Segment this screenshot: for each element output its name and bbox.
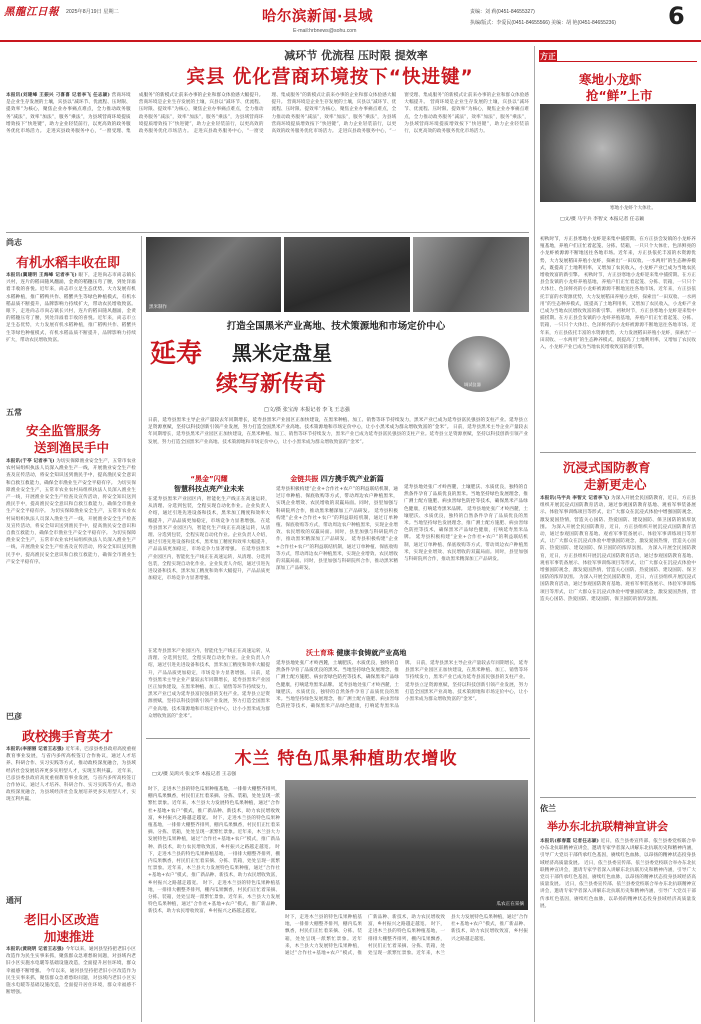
masthead [0,0,701,42]
mulan-text-more-3: 时下，走进木兰县的特色瓜果种植基地，一排排大棚整齐排列，棚内瓜果飘香，村民们正忙着采摘、分拣、装箱，处处呈现一派繁忙景象。近年来，木兰县大力发展特色瓜果种植，通过“合作社+基地+农户”模式，推广新品种、新技术，助力农民增收致富，乡村振兴之路越走越宽。 [148,880,280,915]
yanshou-headline-b: 黑米定盘星 [232,341,332,365]
column-rule-right [534,46,535,1022]
wuchang-text: 为切实保障渔业安全生产，五常市农业农村局组织执法人员深入渔业生产一线，开展渔业安全生产检查及宣传活动，将安全知识送到渔民手中，提高渔民安全意识和自救互救能力，确保全市渔业生产安全平稳有序。 [6,459,136,486]
yanshou-text-2-more-2: 延寿县积极构建“企业+合作社+农户”的利益联结机制，通过订单种植、保底收购等方式，带动周边农户种植黑米，实现企业增效、农民增收的双赢局面。同时，县里加强与科研院所合作，推动黑米精深加工产品研发。 [276,537,398,572]
fangzheng-headline-1: 寒地小龙虾 [579,72,642,87]
yanshou-headline-a: 延寿 [150,339,203,369]
yanshou-intro-more: 日前，延寿县黑米主导企业产量较去年同期增长，延寿县黑米产业园区正加快建设，在黑米种植、加工、销售等环节持续发力，黑米产业已成为延寿县富民强县的支柱产业。延寿县立足资源禀赋，坚持以科技创新引领产业发展，努力打造全国黑米产业高地、技术策源地和市场定价中心，让小小黑米成为群众增收致富的“金米”。 [148,425,528,445]
bayan-body [6,746,136,886]
issue-date: 2025年8月19日 星期二 [66,9,119,15]
defense-text: 为深入开展全民国防教育，近日，方正县组织开展沉浸式国防教育活动，通过参观国防教育基地、观看军事装备展示、体验军事训练项目等形式，让广大群众在沉浸式体验中增强国防观念，激发爱国热情，营造关心国防、热爱国防、建设国防、保卫国防的浓厚氛围。 [540,496,696,530]
yilan-headline: 举办东北抗联精神宣讲会 [547,820,668,833]
yanshou-text-2-more: 延寿县积极构建“企业+合作社+农户”的利益联结机制，通过订单种植、保底收购等方式，带动周边农户种植黑米，实现企业增效、农民增收的双赢局面。同时，县里加强与科研院所合作，推动黑米精深加工产品研发。 [276,508,398,543]
wuchang-text-more-3: 为切实保障渔业安全生产，五常市农业农村局组织执法人员深入渔业生产一线，开展渔业安全生产检查及宣传活动，将安全知识送到渔民手中，提高渔民安全意识和自救互救能力，确保全市渔业生产安全平稳有序。 [6,531,136,565]
tonghe-headline-1: 老旧小区改造 [24,912,100,927]
section-divider-2 [146,738,530,739]
fangzheng-tag-rule [557,61,697,62]
wuchang-headline-1: 安全监管服务 [26,423,102,438]
yanshou-col-3 [404,474,528,644]
yanshou-sub-3b: 健康丰食铸就产业高地 [336,649,407,657]
tonghe-tag: 通河 [6,896,22,905]
yanshou-sub-1: “黑金”闪耀 [190,475,228,483]
mulan-byline: □文/摄 吴鸿兴 张文华 本报记者 王志强 [152,772,237,777]
contact-email: E-mail:hrbnews@sohu.com [293,28,357,34]
wuchang-body [6,458,136,702]
shangzhi-byline: 本报讯(冀建明 王海峰 记者李飞) [6,273,77,278]
page-number: 6 [668,2,685,30]
mulan-text-more-2: 时下，走进木兰县的特色瓜果种植基地，一排排大棚整齐排列，棚内瓜果飘香，村民们正忙着采摘、分拣、装箱，处处呈现一派繁忙景象。近年来，木兰县大力发展特色瓜果种植，通过“合作社+基地+农户”模式，推广新品种、新技术，助力农民增收致富，乡村振兴之路越走越宽。 [148,844,280,886]
bayan-text: 近年来，巴彦县委县政府高度重视教育事业发展，与省内多所高校签订合作协议，通过人才培养、科研合作、实习实践等方式，推动政校深度融合，为县域经济社会发展培养更多实用型人才，实现互利共赢。 [6,747,136,774]
top-story-body [6,92,529,228]
mulan-text: 时下，走进木兰县的特色瓜果种植基地，一排排大棚整齐排列，棚内瓜果飘香，村民们正忙着采摘、分拣、装箱，处处呈现一派繁忙景象。近年来，木兰县大力发展特色瓜果种植，通过“合作社+基地+农户”模式，推广新品种、新技术，助力农民增收致富，乡村振兴之路越走越宽。 [148,787,280,821]
mulan-text-more: 时下，走进木兰县的特色瓜果种植基地，一排排大棚整齐排列，棚内瓜果飘香，村民们正忙着采摘、分拣、装箱，处处呈现一派繁忙景象。近年来，木兰县大力发展特色瓜果种植，通过“合作社+基地+农户”模式，推广新品种、新技术，助力农民增收致富，乡村振兴之路越走越宽。 [148,815,280,850]
yanshou-col-4 [276,648,528,734]
yanshou-sub-2 [276,474,398,484]
yanshou-sub-3a: 沃土育珠 [306,649,334,657]
yanshou-photo-inset [448,336,510,392]
yanshou-headline-c: 续写新传奇 [216,372,327,397]
fangzheng-tag: 方正 [540,52,556,61]
mulan-body-1 [148,786,280,1020]
yanshou-lower-left [148,648,270,734]
yanshou-col-1 [148,474,270,644]
bayan-text-more: 近年来，巴彦县委县政府高度重视教育事业发展，与省内多所高校签订合作协议，通过人才培养、科研合作、实习实践等方式，推动政校深度融合，为县域经济社会发展培养更多实用型人才，实现互利共赢。 [6,768,136,803]
yilan-tag: 依兰 [540,804,556,813]
shangzhi-text-more: 眼下，走进尚志市尚志镇长兴村，连片的稻田随风翻涌，金黄的稻穗压弯了腰，到处洋溢着丰收的喜悦。近年来，尚志市立足生态优势，大力发展有机水稻种植，推广稻鸭共作、稻蟹共生等绿色种植模式，有机水稻品质不断提升，品牌影响力持续扩大，带动农民增收致富。 [6,309,136,343]
yanshou-text-1-more: 在延寿县黑米产业园区内，智能化生产线正在高速运转，从清理、分选到包装，全程实现自动化作业。企业负责人介绍，通过引进先进设备和技术，黑米加工精度和效率大幅提升，产品品质更加稳定，市场竞争力显著增强。 [148,518,270,553]
yanshou-text-1: 在延寿县黑米产业园区内，智能化生产线正在高速运转，从清理、分选到包装，全程实现自动化作业。企业负责人介绍，通过引进先进设备和技术，黑米加工精度和效率大幅提升，产品品质更加稳定，市场竞争力显著增强。 [148,497,270,524]
mulan-body-2 [285,914,528,1020]
yanshou-photo-1 [146,237,281,312]
inset-caption: 调试仪器 [464,382,481,387]
top-story-continuation-3: 营商环境是企业生存发展的土壤，宾县以“减环节、优流程、压时限、提效率”为核心，聚焦企业办事痛点难点，全力推动政务服务“减法”，效率“加法”，服务“乘法”，为县域营商环境提质增效按下“快进键”，助力企业轻装前行，以更高效的政务服务优化市场活力。 [271,100,397,135]
yanshou-intro [148,417,528,469]
shangzhi-body [6,272,136,400]
fangzheng-headline-2: 抢“鲜”上市 [586,88,653,103]
fangzheng-text-more: 初秋时节，方正县寒地小龙虾迎来集中捕捞期。在方正县会发镇的小龙虾养殖基地，养殖户们正忙着起笼、分拣、装箱，一只只个大体壮、色泽鲜亮的小龙虾被源源不断地送往各地市场。近年来，方正县依托丰富的水资源优势，大力发展稻田养殖小龙虾，探索出“一田双收、一水两用”的生态种养模式，既提高了土地利用率，又增加了农民收入，小龙虾产业已成为当地农民增收致富的新引擎。 [540,273,696,315]
defense-body [540,495,696,789]
yanshou-lower-left-more: 日前，延寿县黑米主导企业产量较去年同期增长，延寿县黑米产业园区正加快建设，在黑米种植、加工、销售等环节持续发力，黑米产业已成为延寿县富民强县的支柱产业。延寿县立足资源禀赋，坚持以科技创新引领产业发展，努力打造全国黑米产业高地、技术策源地和市场定价中心，让小小黑米成为群众增收致富的“金米”。 [148,670,270,719]
fangzheng-byline: □文/摄 马宇兵 李智文 本报记者 任志颖 [560,217,645,222]
top-story-byline: 本报讯(刘建峰 王振兴 刁喜喜 记者李飞 任志颖) [6,93,110,98]
mulan-headline: 木兰 特色瓜果种植助农增收 [234,749,458,769]
page-title: 哈尔滨新闻·县域 [262,9,374,25]
fangzheng-photo-caption: 寒地小龙虾个大体壮。 [610,206,656,211]
tonghe-headline-2: 加速推进 [44,929,95,944]
yilan-text-more: 近日，依兰县委宣传部、依兰县委党校联合举办东北抗联精神宣讲会，邀请专家学者深入讲解东北抗联历史和精神内涵，引导广大党员干部传承红色基因，赓续红色血脉，以昂扬的精神状态投身县域经济高质量发展。 [540,860,696,888]
yanshou-lower-left-text: 在延寿县黑米产业园区内，智能化生产线正在高速运转，从清理、分选到包装，全程实现自动化作业。企业负责人介绍，通过引进先进设备和技术，黑米加工精度和效率大幅提升，产品品质更加稳定，市场竞争力显著增强。 [148,649,270,676]
tonghe-byline: 本报讯(黄晓明 记者王志强) [6,947,64,952]
yanshou-text-3a-more-2: 延寿县积极构建“企业+合作社+农户”的利益联结机制，通过订单种植、保底收购等方式，带动周边农户种植黑米，实现企业增效、农民增收的双赢局面。同时，县里加强与科研院所合作，推动黑米精深加工产品研发。 [404,535,528,563]
yilan-body [540,838,696,1020]
defense-text-more-2: 为深入开展全民国防教育，近日，方正县组织开展沉浸式国防教育活动，通过参观国防教育基地、观看军事装备展示、体验军事训练项目等形式，让广大群众在沉浸式体验中增强国防观念，激发爱国热情，营造关心国防、热爱国防、建设国防、保卫国防的浓厚氛围。 [540,546,696,581]
yanshou-sub-2b: 四方携手筑产业新篇 [320,475,384,483]
yanshou-text-3a: 延寿县地处张广才岭西麓，土壤肥沃、水质优良，独特的自然条件孕育了品质优良的黑米。当地坚持绿色发展理念，推广测土配方施肥、病虫害绿色防控等技术，确保黑米产品绿色健康，打响延寿黑米品牌。 [404,485,528,512]
top-story-kicker: 减环节 优流程 压时限 提效率 [284,49,428,62]
wuchang-headline-2: 送到渔民手中 [34,440,110,455]
fangzheng-photo [540,104,696,202]
tonghe-body [6,946,136,1020]
top-story-headline: 宾县 优化营商环境按下“快进键” [186,67,474,88]
photo-caption-tag: 黑米制作 [149,305,167,310]
right-divider-1 [540,452,696,453]
bayan-byline: 本报讯(李丽丽 记者王志强) [6,747,64,752]
yanshou-banner-line: 打造全国黑米产业高地、技术策源地和市场定价中心 [226,321,446,332]
top-story-continuation-5: 营商环境是企业生存发展的土壤，宾县以“减环节、优流程、压时限、提效率”为核心，聚焦企业办事痛点难点，全力推动政务服务“减法”，效率“加法”，服务“乘法”，为县域营商环境提质增效按下“快进键”，助力企业轻装前行，以更高效的政务服务优化市场活力。 [404,100,529,135]
mulan-photo [285,780,528,910]
wuchang-text-more-2: 为切实保障渔业安全生产，五常市农业农村局组织执法人员深入渔业生产一线，开展渔业安全生产检查及宣传活动，将安全知识送到渔民手中，提高渔民安全意识和自救互救能力，确保全市渔业生产安全平稳有序。 [6,509,136,537]
yanshou-byline: □文/摄 张宝涛 本报记者 李飞 王志强 [264,407,350,413]
defense-byline: 本报讯(马宇兵 李智文 记者李飞) [540,496,610,501]
yanshou-text-3-more-2: 日前，延寿县黑米主导企业产量较去年同期增长，延寿县黑米产业园区正加快建设，在黑米种植、加工、销售等环节持续发力，黑米产业已成为延寿县富民强县的支柱产业。延寿县立足资源禀赋，坚持以科技创新引领产业发展，努力打造全国黑米产业高地、技术策源地和市场定价中心，让小小黑米成为群众增收致富的“金米”。 [405,661,528,703]
bayan-headline: 政校携手育英才 [22,730,114,745]
yilan-text: 近日，依兰县委宣传部、依兰县委党校联合举办东北抗联精神宣讲会，邀请专家学者深入讲解东北抗联历史和精神内涵，引导广大党员干部传承红色基因，赓续红色血脉，以昂扬的精神状态投身县域经济高质量发展。 [540,839,696,866]
yanshou-sub-1b: 智慧科技点亮产业未来 [174,485,244,493]
top-story-quote: 走进宾县政务服务中心，“一窗受理、集成服务”的新模式让前来办事的企业和群众体验感大幅提升。 [46,93,264,135]
section-divider [6,232,529,233]
yanshou-sub-2a: 金链共振 [290,475,319,483]
top-story-lead: 营商环境是企业生存发展的土壤，宾县以“减环节、优流程、压时限、提效率”为核心，聚焦企业办事痛点难点，全力推动政务服务“减法”，效率“加法”，服务“乘法”，为县域营商环境提质增效按下“快进键”，助力企业轻装前行，以更高效的政务服务优化市场活力。 [6,93,131,135]
shangzhi-text: 眼下，走进尚志市尚志镇长兴村，连片的稻田随风翻涌，金黄的稻穗压弯了腰，到处洋溢着丰收的喜悦。近年来，尚志市立足生态优势，大力发展有机水稻种植，推广稻鸭共作、稻蟹共生等绿色种植模式，有机水稻品质不断提升，品牌影响力持续扩大，带动农民增收致富。 [6,273,136,307]
bayan-tag: 巴彦 [6,712,22,721]
defense-headline-2: 走新更走心 [584,477,647,492]
yanshou-photo-3 [413,237,529,312]
defense-text-more: 为深入开展全民国防教育，近日，方正县组织开展沉浸式国防教育活动，通过参观国防教育基地、观看军事装备展示、体验军事训练项目等形式，让广大群众在沉浸式体验中增强国防观念，激发爱国热情，营造关心国防、热爱国防、建设国防、保卫国防的浓厚氛围。 [540,524,696,552]
fangzheng-text: 初秋时节，方正县寒地小龙虾迎来集中捕捞期。在方正县会发镇的小龙虾养殖基地，养殖户们正忙着起笼、分拣、装箱，一只只个大体壮、色泽鲜亮的小龙虾被源源不断地送往各地市场。近年来，方正县依托丰富的水资源优势，大力发展稻田养殖小龙虾，探索出“一田双收、一水两用”的生态种养模式，既提高了土地利用率，又增加了农民收入，小龙虾产业已成为当地农民增收致富的新引擎。 [540,237,696,279]
yanshou-text-3a-more: 延寿县地处张广才岭西麓，土壤肥沃、水质优良，独特的自然条件孕育了品质优良的黑米。当地坚持绿色发展理念，推广测土配方施肥、病虫害绿色防控等技术，确保黑米产品绿色健康，打响延寿黑米品牌。 [404,506,528,541]
paper-name: 黑龍江日報 [4,6,59,18]
yanshou-text-3-more: 延寿县地处张广才岭西麓，土壤肥沃、水质优良，独特的自然条件孕育了品质优良的黑米。当地坚持绿色发展理念，推广测土配方施肥、病虫害绿色防控等技术，确保黑米产品绿色健康，打响延寿黑米品牌。 [276,661,415,710]
yanshou-photo-2 [284,237,410,312]
mulan-photo-caption: 瓜农正在采摘 [496,902,524,907]
defense-headline-1: 沉浸式国防教育 [563,460,651,475]
yilan-byline: 本报讯(郝春霞 记者任志颖) [540,839,599,844]
top-story-continuation: 营商环境是企业生存发展的土壤，宾县以“减环节、优流程、压时限、提效率”为核心，聚焦企业办事痛点难点，全力推动政务服务“减法”，效率“加法”，服务“乘法”，为县域营商环境提质增效按下“快进键”，助力企业轻装前行，以更高效的政务服务优化市场活力。 [138,100,264,135]
yanshou-text-2: 延寿县积极构建“企业+合作社+农户”的利益联结机制，通过订单种植、保底收购等方式，带动周边农户种植黑米，实现企业增效、农民增收的双赢局面。同时，县里加强与科研院所合作，推动黑米精深加工产品研发。 [276,487,398,514]
yanshou-intro-text: 日前，延寿县黑米主导企业产量较去年同期增长，延寿县黑米产业园区正加快建设，在黑米种植、加工、销售等环节持续发力，黑米产业已成为延寿县富民强县的支柱产业。延寿县立足资源禀赋，坚持以科技创新引领产业发展，努力打造全国黑米产业高地、技术策源地和市场定价中心，让小小黑米成为群众增收致富的“金米”。 [148,418,528,431]
defense-text-more-3: 为深入开展全民国防教育，近日，方正县组织开展沉浸式国防教育活动，通过参观国防教育基地、观看军事装备展示、体验军事训练项目等形式，让广大群众在沉浸式体验中增强国防观念，激发爱国热情，营造关心国防、热爱国防、建设国防、保卫国防的浓厚氛围。 [540,575,696,602]
top-story-continuation-2: 走进宾县政务服务中心，“一窗受理、集成服务”的新模式让前来办事的企业和群众体验感大幅提升。 [193,93,397,135]
mulan-text-col3: 时下，走进木兰县的特色瓜果种植基地，一排排大棚整齐排列，棚内瓜果飘香，村民们正忙着采摘、分拣、装箱，处处呈现一派繁忙景象。近年来，木兰县大力发展特色瓜果种植，通过“合作社+基地+农户”模式，推广新品种、新技术，助力农民增收致富，乡村振兴之路越走越宽。 [368,915,528,957]
designer-line: 执编/版式：李爱民(0451-84655566) 美编：胡 艳(0451-84655236) [470,20,616,26]
yanshou-sub-3 [276,648,528,658]
wuchang-tag: 五常 [6,408,22,417]
wuchang-text-more: 为切实保障渔业安全生产，五常市农业农村局组织执法人员深入渔业生产一线，开展渔业安全生产检查及宣传活动，将安全知识送到渔民手中，提高渔民安全意识和自救互救能力，确保全市渔业生产安全平稳有序。 [6,480,136,515]
editor-line: 责编：刘 莉(0451-84655327) [470,9,535,15]
mulan-text-col2: 时下，走进木兰县的特色瓜果种植基地，一排排大棚整齐排列，棚内瓜果飘香，村民们正忙着采摘、分拣、装箱，处处呈现一派繁忙景象。近年来，木兰县大力发展特色瓜果种植，通过“合作社+基地+农户”模式，推广新品种、新技术，助力农民增收致富，乡村振兴之路越走越宽。 [285,915,445,957]
fangzheng-text-more-2: 初秋时节，方正县寒地小龙虾迎来集中捕捞期。在方正县会发镇的小龙虾养殖基地，养殖户们正忙着起笼、分拣、装箱，一只只个大体壮、色泽鲜亮的小龙虾被源源不断地送往各地市场。近年来，方正县依托丰富的水资源优势，大力发展稻田养殖小龙虾，探索出“一田双收、一水两用”的生态种养模式，既提高了土地利用率，又增加了农民收入，小龙虾产业已成为当地农民增收致富的新引擎。 [540,309,696,351]
shangzhi-headline: 有机水稻丰收在即 [16,256,121,271]
right-divider-2 [540,797,696,798]
tonghe-text: 今年以来，通河县坚持把老旧小区改造作为民生实事来抓，聚焦群众急难愁盼问题，对县域内老旧小区实施水电暖等基础设施改造，全面提升居住环境，群众幸福感不断增强。 [6,947,136,974]
yanshou-headline [150,333,430,397]
fangzheng-body [540,236,696,446]
yilan-text-more-2: 近日，依兰县委宣传部、依兰县委党校联合举办东北抗联精神宣讲会，邀请专家学者深入讲解东北抗联历史和精神内涵，引导广大党员干部传承红色基因，赓续红色血脉，以昂扬的精神状态投身县域经济高质量发展。 [540,882,696,909]
shangzhi-tag: 尚志 [6,238,22,247]
masthead-rule [0,40,701,42]
column-rule-left [141,236,142,1022]
wuchang-byline: 本报讯(于亭 记者李飞) [6,459,55,464]
yanshou-col-2 [276,474,398,644]
tonghe-text-more: 今年以来，通河县坚持把老旧小区改造作为民生实事来抓，聚焦群众急难愁盼问题，对县域内老旧小区实施水电暖等基础设施改造，全面提升居住环境，群众幸福感不断增强。 [6,968,136,996]
top-story-continuation-4: 走进宾县政务服务中心，“一窗受理、集成服务”的新模式让前来办事的企业和群众体验感大幅提升。 [338,93,529,135]
yanshou-text-3: 延寿县地处张广才岭西麓，土壤肥沃、水质优良，独特的自然条件孕育了品质优良的黑米。当地坚持绿色发展理念，推广测土配方施肥、病虫害绿色防控等技术，确保黑米产品绿色健康，打响延寿黑米品牌。 [276,661,399,688]
yanshou-text-1-more-2: 在延寿县黑米产业园区内，智能化生产线正在高速运转，从清理、分选到包装，全程实现自动化作业。企业负责人介绍，通过引进先进设备和技术，黑米加工精度和效率大幅提升，产品品质更加稳定，市场竞争力显著增强。 [148,547,270,582]
